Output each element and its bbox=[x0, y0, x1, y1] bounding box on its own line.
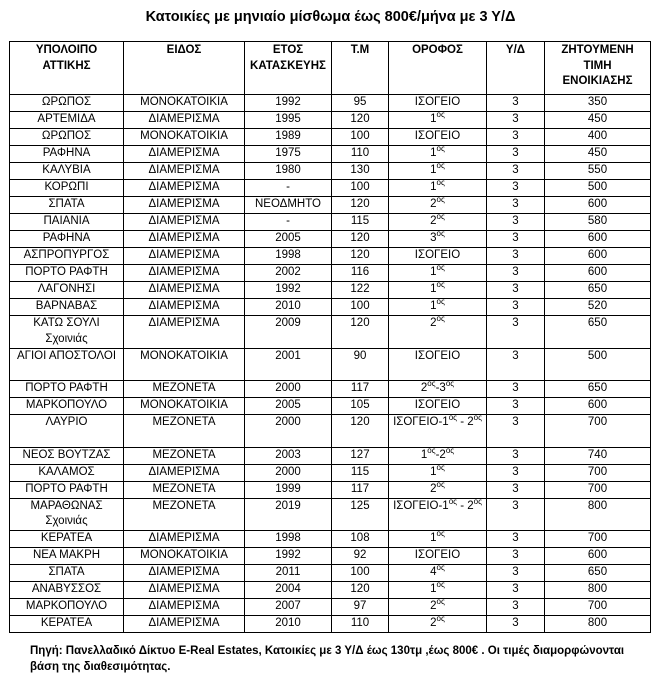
header-area: ΥΠΟΛΟΙΠΟ ΑΤΤΙΚΗΣ bbox=[10, 42, 124, 95]
type-cell: ΔΙΑΜΕΡΙΣΜΑ bbox=[124, 146, 245, 163]
floor-cell: $2^{o\varsigma}-3^{o\varsigma}$ bbox=[389, 381, 487, 398]
sqm-cell: 110 bbox=[332, 616, 389, 633]
table-row bbox=[10, 582, 651, 599]
area-cell: ΚΕΡΑΤΕΑ bbox=[10, 616, 124, 633]
header-bedrooms: Υ/Δ bbox=[487, 42, 545, 95]
table-row bbox=[10, 531, 651, 548]
area-cell: ΚΑΛΑΜΟΣ bbox=[10, 464, 124, 481]
year-cell: 2000 bbox=[245, 381, 332, 398]
floor-cell: $1^{o\varsigma}$ bbox=[389, 531, 487, 548]
bedrooms-cell: 3 bbox=[487, 616, 545, 633]
table-row bbox=[10, 548, 651, 565]
price-cell: 800 bbox=[545, 616, 651, 633]
year-cell: 1989 bbox=[245, 129, 332, 146]
bedrooms-cell: 3 bbox=[487, 481, 545, 498]
bedrooms-cell: 3 bbox=[487, 381, 545, 398]
header-sqm: Τ.Μ bbox=[332, 42, 389, 95]
area-cell: ΣΠΑΤΑ bbox=[10, 565, 124, 582]
sqm-cell: 117 bbox=[332, 381, 389, 398]
type-cell: ΔΙΑΜΕΡΙΣΜΑ bbox=[124, 248, 245, 265]
sqm-cell: 120 bbox=[332, 316, 389, 349]
area-cell: ΚΑΛΥΒΙΑ bbox=[10, 163, 124, 180]
year-cell: 1975 bbox=[245, 146, 332, 163]
table-row bbox=[10, 129, 651, 146]
year-cell: 2004 bbox=[245, 582, 332, 599]
year-cell: 2010 bbox=[245, 299, 332, 316]
area-cell: ΒΑΡΝΑΒΑΣ bbox=[10, 299, 124, 316]
table-row bbox=[10, 231, 651, 248]
table-row bbox=[10, 398, 651, 415]
bedrooms-cell: 3 bbox=[487, 498, 545, 531]
floor-cell: $1^{o\varsigma}$ bbox=[389, 299, 487, 316]
table-row bbox=[10, 146, 651, 163]
sqm-cell: 130 bbox=[332, 163, 389, 180]
area-cell: ΡΑΦΗΝΑ bbox=[10, 146, 124, 163]
area-cell: ΩΡΩΠΟΣ bbox=[10, 95, 124, 112]
floor-cell: ΙΣΟΓΕΙΟ bbox=[389, 95, 487, 112]
area-cell: ΜΑΡΚΟΠΟΥΛΟ bbox=[10, 398, 124, 415]
price-cell: 520 bbox=[545, 299, 651, 316]
bedrooms-cell: 3 bbox=[487, 180, 545, 197]
rentals-table bbox=[9, 41, 651, 633]
price-cell: 650 bbox=[545, 565, 651, 582]
price-cell: 600 bbox=[545, 398, 651, 415]
type-cell: ΜΟΝΟΚΑΤΟΙΚΙΑ bbox=[124, 548, 245, 565]
sqm-cell: 115 bbox=[332, 464, 389, 481]
year-cell: 2007 bbox=[245, 599, 332, 616]
price-cell: 800 bbox=[545, 498, 651, 531]
bedrooms-cell: 3 bbox=[487, 248, 545, 265]
header-type: ΕΙΔΟΣ bbox=[124, 42, 245, 95]
price-cell: 400 bbox=[545, 129, 651, 146]
year-cell: 1992 bbox=[245, 95, 332, 112]
sqm-cell: 120 bbox=[332, 415, 389, 448]
year-cell: 2002 bbox=[245, 265, 332, 282]
table-row bbox=[10, 481, 651, 498]
sqm-cell: 120 bbox=[332, 231, 389, 248]
sqm-cell: 90 bbox=[332, 348, 389, 381]
table-row bbox=[10, 381, 651, 398]
bedrooms-cell: 3 bbox=[487, 464, 545, 481]
table-row bbox=[10, 348, 651, 381]
price-cell: 600 bbox=[545, 197, 651, 214]
area-cell: ΚΟΡΩΠΙ bbox=[10, 180, 124, 197]
floor-cell: $1^{o\varsigma}$ bbox=[389, 112, 487, 129]
floor-cell: $4^{o\varsigma}$ bbox=[389, 565, 487, 582]
year-cell: 2009 bbox=[245, 316, 332, 349]
bedrooms-cell: 3 bbox=[487, 548, 545, 565]
price-cell: 650 bbox=[545, 282, 651, 299]
floor-cell: $1^{o\varsigma}$ bbox=[389, 180, 487, 197]
year-cell: 2010 bbox=[245, 616, 332, 633]
area-cell: ΑΝΑΒΥΣΣΟΣ bbox=[10, 582, 124, 599]
price-cell: 500 bbox=[545, 348, 651, 381]
type-cell: ΔΙΑΜΕΡΙΣΜΑ bbox=[124, 316, 245, 349]
area-cell: ΝΕΑ ΜΑΚΡΗ bbox=[10, 548, 124, 565]
bedrooms-cell: 3 bbox=[487, 415, 545, 448]
table-row bbox=[10, 180, 651, 197]
bedrooms-cell: 3 bbox=[487, 163, 545, 180]
type-cell: ΜΕΖΟΝΕΤΑ bbox=[124, 381, 245, 398]
floor-cell: $2^{o\varsigma}$ bbox=[389, 214, 487, 231]
area-cell: ΠΟΡΤΟ ΡΑΦΤΗ bbox=[10, 381, 124, 398]
table-row bbox=[10, 599, 651, 616]
table-row bbox=[10, 464, 651, 481]
price-cell: 800 bbox=[545, 582, 651, 599]
bedrooms-cell: 3 bbox=[487, 265, 545, 282]
bedrooms-cell: 3 bbox=[487, 398, 545, 415]
price-cell: 650 bbox=[545, 381, 651, 398]
bedrooms-cell: 3 bbox=[487, 582, 545, 599]
table-row bbox=[10, 316, 651, 349]
sqm-cell: 100 bbox=[332, 180, 389, 197]
price-cell: 450 bbox=[545, 112, 651, 129]
floor-cell: ΙΣΟΓΕΙΟ bbox=[389, 129, 487, 146]
table-row bbox=[10, 265, 651, 282]
type-cell: ΔΙΑΜΕΡΙΣΜΑ bbox=[124, 214, 245, 231]
year-cell: 2011 bbox=[245, 565, 332, 582]
type-cell: ΜΕΖΟΝΕΤΑ bbox=[124, 481, 245, 498]
table-row bbox=[10, 498, 651, 531]
type-cell: ΔΙΑΜΕΡΙΣΜΑ bbox=[124, 180, 245, 197]
price-cell: 740 bbox=[545, 447, 651, 464]
type-cell: ΔΙΑΜΕΡΙΣΜΑ bbox=[124, 616, 245, 633]
floor-cell: $1^{o\varsigma}$ bbox=[389, 582, 487, 599]
source-note: Πηγή: Πανελλαδικό Δίκτυο E-Real Estates, Κατοικίες με 3 Υ/Δ έως 130τμ ,έως 800€ . Οι τιμές διαμορφώνονται βάση της διαθεσιμότητας. bbox=[30, 645, 625, 673]
sqm-cell: 122 bbox=[332, 282, 389, 299]
price-cell: 600 bbox=[545, 231, 651, 248]
header-row bbox=[10, 42, 651, 95]
price-cell: 450 bbox=[545, 146, 651, 163]
type-cell: ΔΙΑΜΕΡΙΣΜΑ bbox=[124, 599, 245, 616]
bedrooms-cell: 3 bbox=[487, 531, 545, 548]
sqm-cell: 108 bbox=[332, 531, 389, 548]
table-row bbox=[10, 616, 651, 633]
sqm-cell: 116 bbox=[332, 265, 389, 282]
header-price: ΖΗΤΟΥΜΕΝΗ ΤΙΜΗ ΕΝΟΙΚΙΑΣΗΣ bbox=[545, 42, 651, 95]
floor-cell: $2^{o\varsigma}$ bbox=[389, 316, 487, 349]
sqm-cell: 95 bbox=[332, 95, 389, 112]
area-cell: ΛΑΓΟΝΗΣΙ bbox=[10, 282, 124, 299]
price-cell: 700 bbox=[545, 531, 651, 548]
floor-cell: ΙΣΟΓΕΙΟ bbox=[389, 548, 487, 565]
price-cell: 500 bbox=[545, 180, 651, 197]
floor-cell: $1^{o\varsigma}$ bbox=[389, 265, 487, 282]
type-cell: ΜΕΖΟΝΕΤΑ bbox=[124, 498, 245, 531]
area-cell: ΜΑΡΑΘΩΝΑΣ Σχοινιάς bbox=[10, 498, 124, 531]
sqm-cell: 120 bbox=[332, 582, 389, 599]
header-year: ΕΤΟΣ ΚΑΤΑΣΚΕΥΗΣ bbox=[245, 42, 332, 95]
table-row bbox=[10, 197, 651, 214]
type-cell: ΔΙΑΜΕΡΙΣΜΑ bbox=[124, 112, 245, 129]
bedrooms-cell: 3 bbox=[487, 565, 545, 582]
floor-cell: $2^{o\varsigma}$ bbox=[389, 599, 487, 616]
floor-cell: $1^{o\varsigma}$ bbox=[389, 282, 487, 299]
table-row bbox=[10, 565, 651, 582]
year-cell: 1998 bbox=[245, 248, 332, 265]
year-cell: 2000 bbox=[245, 464, 332, 481]
bedrooms-cell: 3 bbox=[487, 348, 545, 381]
floor-cell: $3^{o\varsigma}$ bbox=[389, 231, 487, 248]
area-cell: ΠΑΙΑΝΙΑ bbox=[10, 214, 124, 231]
year-cell: 1998 bbox=[245, 531, 332, 548]
price-cell: 600 bbox=[545, 265, 651, 282]
year-cell: 1992 bbox=[245, 282, 332, 299]
table-body bbox=[10, 95, 651, 633]
table-row bbox=[10, 447, 651, 464]
year-cell: 1995 bbox=[245, 112, 332, 129]
price-cell: 600 bbox=[545, 548, 651, 565]
price-cell: 550 bbox=[545, 163, 651, 180]
year-cell: ΝΕΟΔΜΗΤΟ bbox=[245, 197, 332, 214]
floor-cell: ΙΣΟΓΕΙΟ-$1^{o\varsigma} - 2^{o\varsigma}$ bbox=[389, 498, 487, 531]
floor-cell: $2^{o\varsigma}$ bbox=[389, 197, 487, 214]
table-row bbox=[10, 214, 651, 231]
sqm-cell: 127 bbox=[332, 447, 389, 464]
area-cell: ΝΕΟΣ ΒΟΥΤΖΑΣ bbox=[10, 447, 124, 464]
bedrooms-cell: 3 bbox=[487, 231, 545, 248]
table-row bbox=[10, 163, 651, 180]
area-cell: ΣΠΑΤΑ bbox=[10, 197, 124, 214]
floor-cell: $1^{o\varsigma}-2^{o\varsigma}$ bbox=[389, 447, 487, 464]
year-cell: 2005 bbox=[245, 231, 332, 248]
bedrooms-cell: 3 bbox=[487, 129, 545, 146]
area-cell: ΚΕΡΑΤΕΑ bbox=[10, 531, 124, 548]
bedrooms-cell: 3 bbox=[487, 112, 545, 129]
price-cell: 580 bbox=[545, 214, 651, 231]
type-cell: ΔΙΑΜΕΡΙΣΜΑ bbox=[124, 282, 245, 299]
sqm-cell: 97 bbox=[332, 599, 389, 616]
sqm-cell: 100 bbox=[332, 129, 389, 146]
floor-cell: $1^{o\varsigma}$ bbox=[389, 146, 487, 163]
type-cell: ΔΙΑΜΕΡΙΣΜΑ bbox=[124, 464, 245, 481]
bedrooms-cell: 3 bbox=[487, 146, 545, 163]
floor-cell: $2^{o\varsigma}$ bbox=[389, 481, 487, 498]
year-cell: 2003 bbox=[245, 447, 332, 464]
floor-cell: ΙΣΟΓΕΙΟ bbox=[389, 348, 487, 381]
type-cell: ΜΟΝΟΚΑΤΟΙΚΙΑ bbox=[124, 95, 245, 112]
price-cell: 700 bbox=[545, 599, 651, 616]
type-cell: ΔΙΑΜΕΡΙΣΜΑ bbox=[124, 197, 245, 214]
type-cell: ΜΕΖΟΝΕΤΑ bbox=[124, 447, 245, 464]
sqm-cell: 125 bbox=[332, 498, 389, 531]
area-cell: ΠΟΡΤΟ ΡΑΦΤΗ bbox=[10, 481, 124, 498]
sqm-cell: 115 bbox=[332, 214, 389, 231]
year-cell: 2001 bbox=[245, 348, 332, 381]
type-cell: ΔΙΑΜΕΡΙΣΜΑ bbox=[124, 582, 245, 599]
price-cell: 700 bbox=[545, 415, 651, 448]
page-title: Κατοικίες με μηνιαίο μίσθωμα έως 800€/μήνα με 3 Υ/Δ bbox=[145, 9, 516, 25]
floor-cell: $1^{o\varsigma}$ bbox=[389, 464, 487, 481]
sqm-cell: 110 bbox=[332, 146, 389, 163]
price-cell: 350 bbox=[545, 95, 651, 112]
table-row bbox=[10, 248, 651, 265]
area-cell: ΑΡΤΕΜΙΔΑ bbox=[10, 112, 124, 129]
area-cell: ΑΓΙΟΙ ΑΠΟΣΤΟΛΟΙ bbox=[10, 348, 124, 381]
type-cell: ΜΟΝΟΚΑΤΟΙΚΙΑ bbox=[124, 398, 245, 415]
bedrooms-cell: 3 bbox=[487, 316, 545, 349]
bedrooms-cell: 3 bbox=[487, 599, 545, 616]
floor-cell: $2^{o\varsigma}$ bbox=[389, 616, 487, 633]
type-cell: ΜΕΖΟΝΕΤΑ bbox=[124, 415, 245, 448]
bedrooms-cell: 3 bbox=[487, 197, 545, 214]
type-cell: ΔΙΑΜΕΡΙΣΜΑ bbox=[124, 265, 245, 282]
price-cell: 700 bbox=[545, 481, 651, 498]
sqm-cell: 120 bbox=[332, 248, 389, 265]
year-cell: 2000 bbox=[245, 415, 332, 448]
type-cell: ΜΟΝΟΚΑΤΟΙΚΙΑ bbox=[124, 348, 245, 381]
table-row bbox=[10, 415, 651, 448]
price-cell: 700 bbox=[545, 464, 651, 481]
header-floor: ΟΡΟΦΟΣ bbox=[389, 42, 487, 95]
year-cell: 2019 bbox=[245, 498, 332, 531]
year-cell: 1999 bbox=[245, 481, 332, 498]
sqm-cell: 105 bbox=[332, 398, 389, 415]
table-row bbox=[10, 282, 651, 299]
table-row bbox=[10, 112, 651, 129]
bedrooms-cell: 3 bbox=[487, 95, 545, 112]
year-cell: - bbox=[245, 180, 332, 197]
type-cell: ΜΟΝΟΚΑΤΟΙΚΙΑ bbox=[124, 129, 245, 146]
floor-cell: ΙΣΟΓΕΙΟ bbox=[389, 398, 487, 415]
sqm-cell: 117 bbox=[332, 481, 389, 498]
floor-cell: ΙΣΟΓΕΙΟ bbox=[389, 248, 487, 265]
area-cell: ΩΡΩΠΟΣ bbox=[10, 129, 124, 146]
table-row bbox=[10, 299, 651, 316]
area-cell: ΜΑΡΚΟΠΟΥΛΟ bbox=[10, 599, 124, 616]
bedrooms-cell: 3 bbox=[487, 299, 545, 316]
sqm-cell: 100 bbox=[332, 299, 389, 316]
year-cell: 2005 bbox=[245, 398, 332, 415]
type-cell: ΔΙΑΜΕΡΙΣΜΑ bbox=[124, 565, 245, 582]
sqm-cell: 100 bbox=[332, 565, 389, 582]
sqm-cell: 92 bbox=[332, 548, 389, 565]
type-cell: ΔΙΑΜΕΡΙΣΜΑ bbox=[124, 299, 245, 316]
area-cell: ΛΑΥΡΙΟ bbox=[10, 415, 124, 448]
area-cell: ΑΣΠΡΟΠΥΡΓΟΣ bbox=[10, 248, 124, 265]
area-cell: ΡΑΦΗΝΑ bbox=[10, 231, 124, 248]
area-cell: ΠΟΡΤΟ ΡΑΦΤΗ bbox=[10, 265, 124, 282]
floor-cell: $1^{o\varsigma}$ bbox=[389, 163, 487, 180]
bedrooms-cell: 3 bbox=[487, 282, 545, 299]
year-cell: 1980 bbox=[245, 163, 332, 180]
bedrooms-cell: 3 bbox=[487, 447, 545, 464]
type-cell: ΔΙΑΜΕΡΙΣΜΑ bbox=[124, 231, 245, 248]
sqm-cell: 120 bbox=[332, 197, 389, 214]
area-cell: ΚΑΤΩ ΣΟΥΛΙ Σχοινιάς bbox=[10, 316, 124, 349]
year-cell: 1992 bbox=[245, 548, 332, 565]
sqm-cell: 120 bbox=[332, 112, 389, 129]
price-cell: 600 bbox=[545, 248, 651, 265]
year-cell: - bbox=[245, 214, 332, 231]
bedrooms-cell: 3 bbox=[487, 214, 545, 231]
price-cell: 650 bbox=[545, 316, 651, 349]
type-cell: ΔΙΑΜΕΡΙΣΜΑ bbox=[124, 531, 245, 548]
type-cell: ΔΙΑΜΕΡΙΣΜΑ bbox=[124, 163, 245, 180]
floor-cell: ΙΣΟΓΕΙΟ-$1^{o\varsigma} - 2^{o\varsigma}$ bbox=[389, 415, 487, 448]
table-row bbox=[10, 95, 651, 112]
